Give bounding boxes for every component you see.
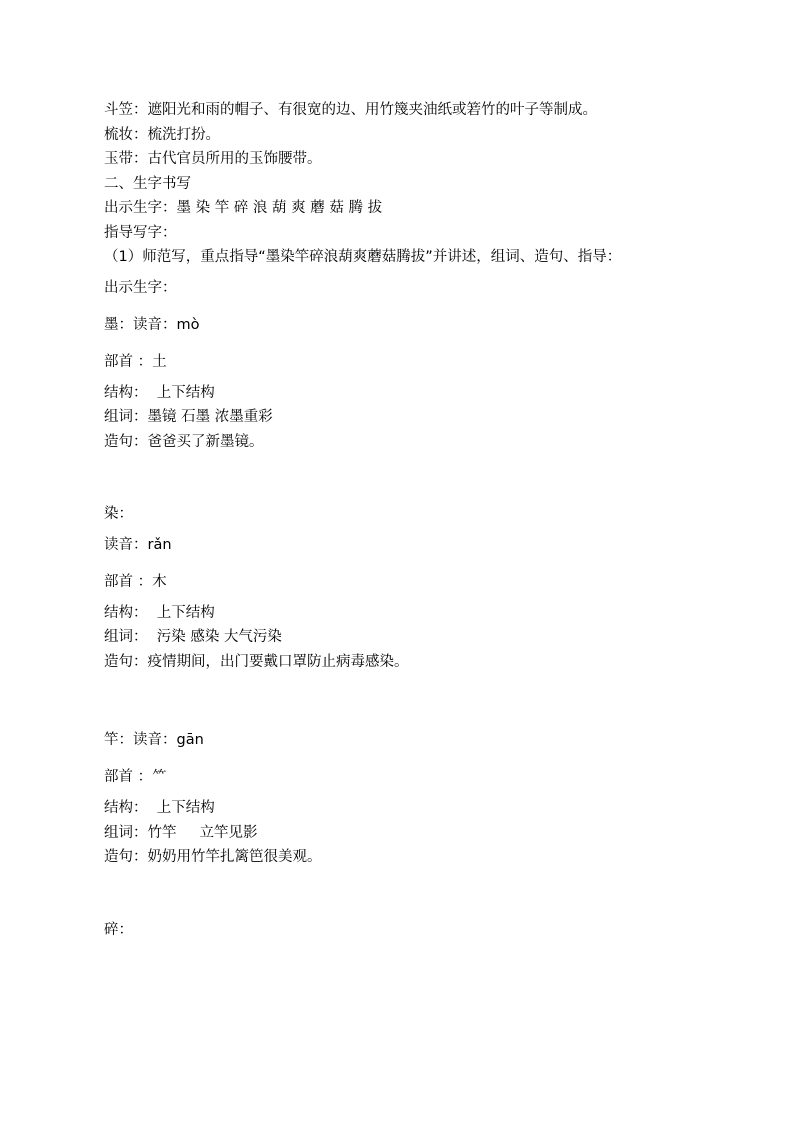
glossary-douli: 斗笠：遮阳光和雨的帽子、有很宽的边、用竹篾夹油纸或箬竹的叶子等制成。 [104,102,597,118]
char-mo-sentence: 造句：爸爸买了新墨镜。 [104,433,264,450]
char-ran-structure: 结构： 上下结构 [104,604,215,621]
char-gan-structure: 结构： 上下结构 [104,800,215,816]
glossary-yudai: 玉带：古代官员所用的玉饰腰带。 [104,151,322,167]
char-mo-structure: 结构： 上下结构 [104,384,215,401]
char-mo-words: 组词：墨镜 石墨 浓墨重彩 [104,409,273,425]
char-sui-char: 碎： [104,921,133,938]
document-body [104,98,744,942]
char-ran-words: 组词： 污染 感染 大气污染 [104,629,282,645]
char-mo-radical: 部首 ：土 [104,353,167,370]
char-ran-reading: 读音：rǎn [104,536,172,553]
glossary-shuzhuang: 梳妆：梳洗打扮。 [104,126,220,143]
char-gan-words: 组词：竹竿 立竿见影 [104,824,258,841]
char-ran-sentence: 造句：疫情期间，出门要戴口罩防止病毒感染。 [104,653,409,670]
guide-title: 指导写字： [104,224,177,241]
char-ran-radical: 部首 ：木 [104,573,167,590]
spacer [104,454,744,502]
show-characters-2: 出示生字： [104,279,177,296]
char-gan-sentence: 造句：奶奶用竹竿扎篱笆很美观。 [104,849,322,865]
spacer [104,674,744,722]
char-ran-char: 染： [104,506,133,522]
section-title: 二、生字书写 [104,175,191,192]
char-gan-reading: 竿：读音：gān [104,732,204,748]
spacer [104,870,744,918]
show-characters: 出示生字：墨 染 竿 碎 浪 葫 爽 蘑 菇 腾 拔 [104,200,383,216]
guide-step: （1）师范写，重点指导“墨染竿碎浪葫爽蘑菇腾拔”并讲述，组词、造句、指导： [104,249,622,265]
char-mo-reading: 墨：读音：mò [104,316,200,333]
char-gan-radical: 部首 ：⺮ [104,769,167,785]
